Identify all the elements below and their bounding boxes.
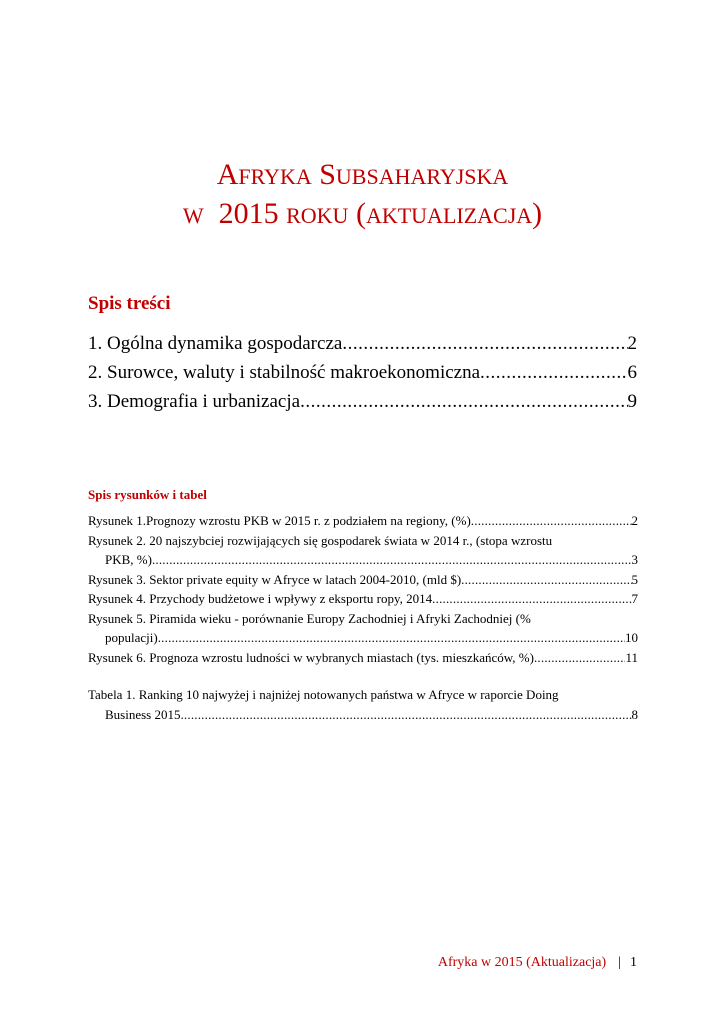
figure-entry[interactable] [88,531,638,570]
figure-leader-dots [471,511,632,531]
toc-leader-dots [480,362,627,384]
list-of-figures [88,511,638,667]
title-a-rest: FRYKA [238,164,312,189]
figure-entry-page[interactable]: 3 [631,552,638,567]
title-year: 2015 [218,197,279,230]
title-s-cap: S [319,158,336,191]
figure-entry-page[interactable]: 7 [631,591,638,606]
toc-entry-label[interactable]: 1. Ogólna dynamika gospodarcza [88,333,343,354]
title-paren-close: ) [532,197,543,230]
toc-heading: Spis treści [88,293,171,314]
footer-page-number: 1 [630,955,637,970]
figure-leader-dots [461,570,631,590]
table-leader-dots [180,705,631,725]
footer-title: Afryka w 2015 (Aktualizacja) [437,955,607,970]
toc-entry-page[interactable]: 6 [627,362,637,383]
toc-entry-label[interactable]: 3. Demografia i urbanizacja [88,391,301,412]
figure-entry-page[interactable]: 10 [625,630,638,645]
figure-entry[interactable] [88,609,638,648]
toc-entry[interactable] [88,362,637,391]
figure-entry-label[interactable]: Rysunek 1.Prognozy wzrostu PKB w 2015 r. z podziałem na regiony, (%) [88,513,471,528]
toc-entry-page[interactable]: 9 [627,391,637,412]
figure-leader-dots [534,648,626,668]
figure-entry-page[interactable]: 5 [631,571,638,587]
table-entry-label[interactable]: Tabela 1. Ranking 10 najwyżej i najniżej notowanych państwa w Afryce w raporcie Doing [88,687,559,702]
title-aktualizacja: AKTUALIZACJA [365,203,533,228]
figure-entry-label-cont[interactable]: populacji) [105,630,158,645]
toc-entry[interactable] [88,333,637,362]
figure-entry-label[interactable]: Rysunek 4. Przychody budżetowe i wpływy z eksportu ropy, 2014 [88,591,433,606]
figure-entry-label[interactable]: Rysunek 6. Prognoza wzrostu ludności w wybranych miastach (tys. mieszkańców, %) [88,649,534,665]
document-title-line-2 [0,199,725,229]
figure-entry[interactable] [88,570,638,590]
table-of-contents [88,333,637,420]
figure-entry[interactable] [88,648,638,668]
figure-leader-dots [152,550,632,570]
toc-entry-label[interactable]: 2. Surowce, waluty i stabilność makroekonomiczna [88,362,481,383]
table-entry-page[interactable]: 8 [631,706,638,722]
title-a-cap: A [216,158,239,191]
title-w: W [182,203,204,228]
footer-separator: | [618,955,621,970]
toc-entry-page[interactable]: 2 [627,333,637,354]
title-s-rest: UBSAHARYJSKA [335,164,509,189]
figure-entry-label[interactable]: Rysunek 3. Sektor private equity w Afryce w latach 2004-2010, (mld $) [88,571,462,587]
title-paren-open: ( [355,197,366,230]
document-title-line-1 [0,160,725,190]
figure-entry[interactable] [88,589,638,609]
figure-entry-page[interactable]: 2 [631,513,638,528]
page-footer [438,955,637,971]
toc-entry[interactable] [88,391,637,420]
figure-entry-page[interactable]: 11 [625,649,638,665]
figure-entry-label-cont[interactable]: PKB, %) [105,552,152,567]
figure-leader-dots [158,628,625,648]
list-of-tables [88,685,638,724]
toc-leader-dots [342,333,627,355]
figure-entry-label[interactable]: Rysunek 5. Piramida wieku - porównanie Europy Zachodniej i Afryki Zachodniej (% [88,610,531,626]
table-entry[interactable] [88,685,638,724]
title-roku: ROKU [286,203,349,228]
figure-leader-dots [432,589,631,609]
toc-leader-dots [300,391,627,413]
figure-entry-label[interactable]: Rysunek 2. 20 najszybciej rozwijających się gospodarek świata w 2014 r., (stopa wzrostu [88,532,553,548]
table-entry-label-cont[interactable]: Business 2015 [105,706,181,722]
figure-entry[interactable] [88,511,638,531]
figures-heading: Spis rysunków i tabel [88,487,207,502]
